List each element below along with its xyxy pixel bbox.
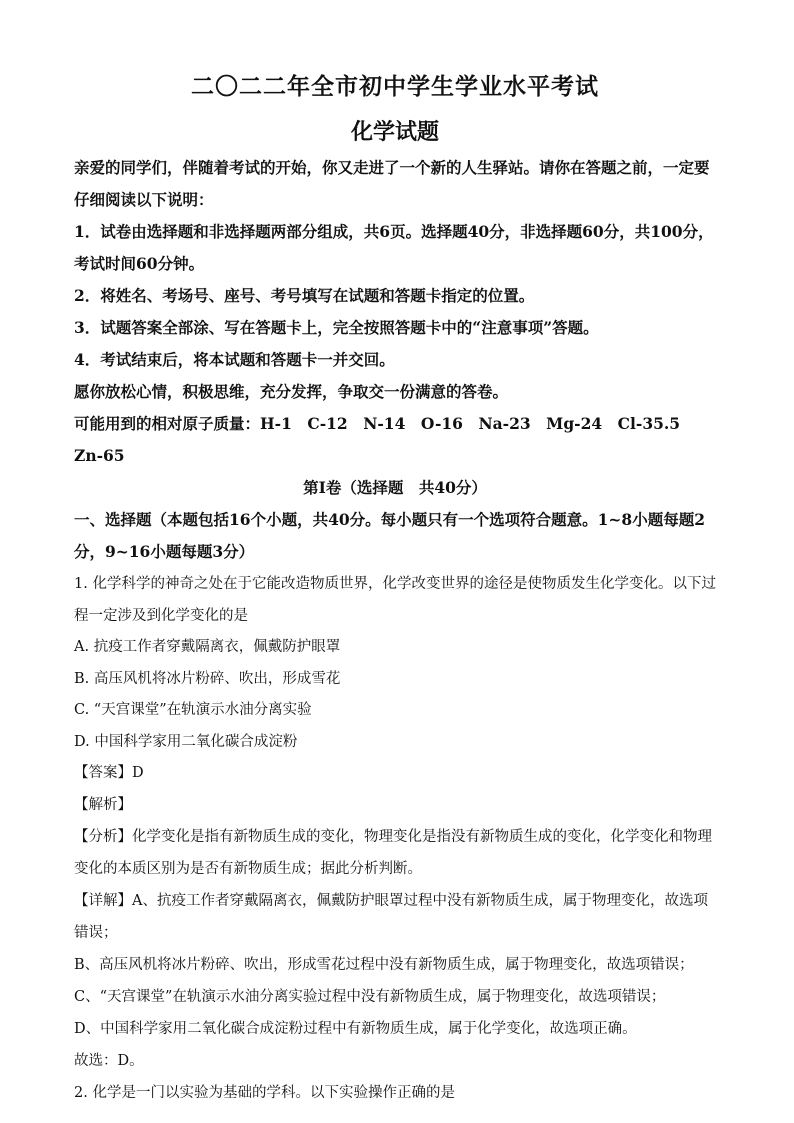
conclusion-line: 故选：D。 — [74, 1053, 144, 1069]
question-1-option-a: A. 抗疫工作者穿戴隔离衣，佩戴防护眼罩 — [74, 639, 341, 655]
analysis-tag: 【解析】 — [74, 796, 132, 813]
instruction-1: 1．试卷由选择题和非选择题两部分组成，共6页。选择题40分，非选择题60分，共100分，考试时间60分钟。 — [74, 222, 714, 273]
detail-line-a — [74, 885, 716, 949]
fenxi-tag: 【分析】 — [74, 829, 132, 845]
exam-subtitle: 化学试题 — [350, 119, 439, 145]
part-heading: 一、选择题（本题包括16个小题，共40分。每小题只有一个选项符合题意。1~8小题每题2分，9~16小题每题3分） — [74, 510, 705, 561]
section-title: 第Ⅰ卷（选择题 共40分） — [303, 478, 487, 497]
question-1-option-b: B. 高压风机将冰片粉碎、吹出，形成雪花 — [74, 670, 341, 687]
fenxi-paragraph — [74, 821, 716, 885]
detail-line-d: D、中国科学家用二氧化碳合成淀粉过程中有新物质生成，属于化学变化，故选项正确。 — [74, 1021, 637, 1037]
question-1-option-c: C. “天宫课堂”在轨演示水油分离实验 — [74, 702, 312, 718]
question-1-stem: 1. 化学科学的神奇之处在于它能改造物质世界，化学改变世界的途径是使物质发生化学变化。以下过程一定涉及到化学变化的是 — [74, 576, 716, 624]
detail-line-b: B、高压风机将冰片粉碎、吹出，形成雪花过程中没有新物质生成，属于物理变化，故选项错误； — [74, 957, 694, 973]
answer-tag: 【答案】 — [74, 765, 132, 781]
question-2-stem: 2. 化学是一门以实验为基础的学科。以下实验操作正确的是 — [74, 1085, 455, 1101]
instruction-3: 3．试题答案全部涂、写在答题卡上，完全按照答题卡中的“注意事项”答题。 — [74, 318, 599, 337]
intro-text: 亲爱的同学们，伴随着考试的开始，你又走进了一个新的人生驿站。请你在答题之前，一定要仔细阅读以下说明： — [74, 158, 710, 209]
question-1-option-d: D. 中国科学家用二氧化碳合成淀粉 — [74, 733, 298, 750]
detail-text-a: A、抗疫工作者穿戴隔离衣，佩戴防护眼罩过程中没有新物质生成，属于物理变化，故选项错误； — [74, 893, 708, 941]
atomic-masses: 可能用到的相对原子质量：H-1 C-12 N-14 O-16 Na-23 Mg-24 Cl-35.5 Zn-65 — [74, 414, 696, 465]
answer-line — [74, 758, 716, 790]
instruction-4: 4．考试结束后，将本试题和答题卡一并交回。 — [74, 350, 395, 369]
detail-line-c: C、“天宫课堂”在轨演示水油分离实验过程中没有新物质生成，属于物理变化，故选项错误； — [74, 989, 666, 1005]
exam-title: 二〇二二年全市初中学生学业水平考试 — [191, 73, 599, 100]
answer-value: D — [132, 765, 144, 781]
fenxi-text: 化学变化是指有新物质生成的变化，物理变化是指没有新物质生成的变化，化学变化和物理变化的本质区别为是否有新物质生成；据此分析判断。 — [74, 829, 712, 877]
instruction-2: 2．将姓名、考场号、座号、考号填写在试题和答题卡指定的位置。 — [74, 286, 535, 305]
wish-text: 愿你放松心情，积极思维，充分发挥，争取交一份满意的答卷。 — [74, 382, 509, 401]
detail-tag: 【详解】 — [74, 893, 132, 909]
